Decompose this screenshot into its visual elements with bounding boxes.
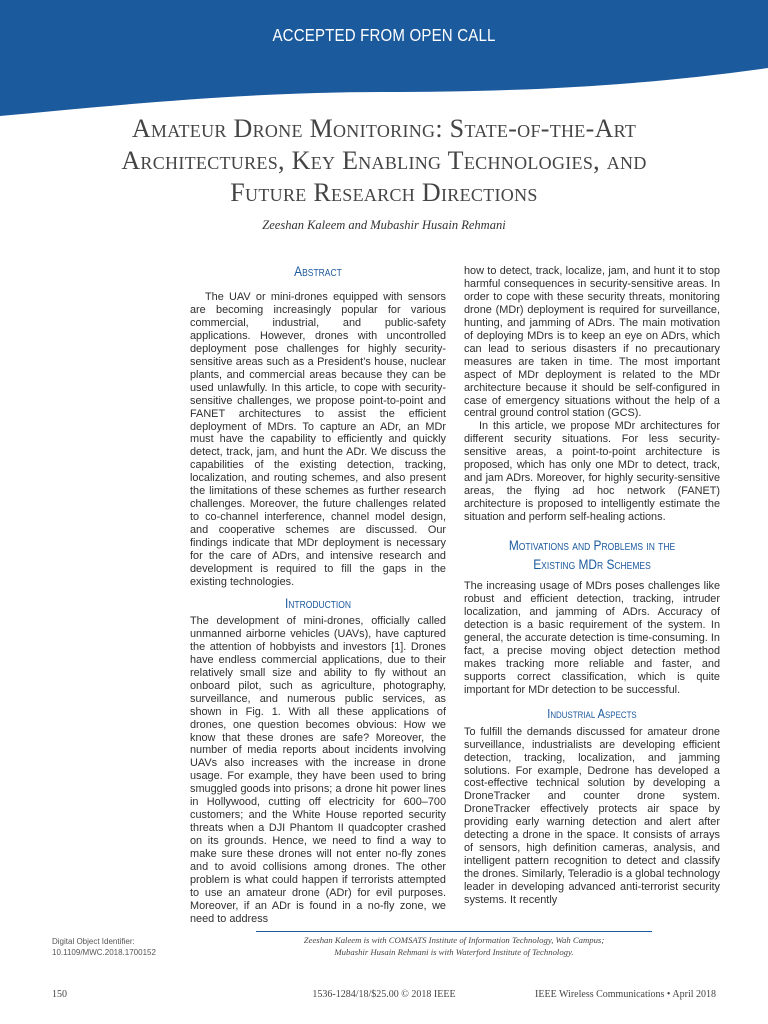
introduction-continued-text: how to detect, track, localize, jam, and hunt it to stop harmful consequences in security-sensitive areas. In order to cope with these security threats, monitoring drone (MDr) deployment is required for surveillance, hunting, and jamming of ADrs. The main motivation of deploying MDrs is to keep an eye on ADrs, which can lead to serious disasters if no precautionary measures are taken in time. The most important aspect of MDr deployment is related to the MDr architecture because it should be self-configured in case of emergency situations without the help of a central ground control station (GCS). bbox=[464, 265, 720, 420]
industrial-aspects-text: To fulfill the demands discussed for amateur drone surveillance, industrialists are developing efficient detection, tracking, localization, and jamming solutions. For example, Dedrone has developed a cost-effective technical solution by developing a DroneTracker and counter drone system. DroneTracker effectively protects air space by providing early warning detection and alert after detecting a drone in the space. It consists of arrays of sensors, high definition cameras, analysis, and intelligent pattern recognition to detect and classify the drones. Similarly, Teleradio is a global technology leader in developing advanced anti-terrorist security systems. It recently bbox=[464, 725, 720, 907]
motivations-heading-line: Existing MDr Schemes bbox=[533, 556, 651, 573]
banner-wave-shape bbox=[0, 0, 768, 120]
title-line: Future Research Directions bbox=[230, 178, 538, 207]
abstract-text: The UAV or mini-drones equipped with sensors are becoming increasingly popular for various commercial, industrial, and public-safety applications. However, drones with uncontrolled deployment pose challenges for highly security-sensitive areas such as a President’s house, nuclear plants, and commercial areas because they can be used unlawfully. In this article, to cope with security-sensitive challenges, we propose point-to-point and FANET architectures to assist the efficient deployment of MDrs. To capture an ADr, an MDr must have the capability to efficiently and quickly detect, track, jam, and hunt the ADr. We discuss the capabilities of the existing detection, tracking, localization, and routing schemes, and also present the limitations of these schemes as further research challenges. Moreover, the future challenges related to co-channel interference, channel model design, and cooperative schemes are discussed. Our findings indicate that MDr deployment is necessary for the care of ADrs, and intensive research and development is required to fill the gaps in the existing technologies. bbox=[190, 291, 446, 588]
motivations-text: The increasing usage of MDrs poses challenges like robust and efficient detection, tracking, intruder localization, and jamming of ADrs. Accuracy of detection is a basic requirement of the system. In general, the accurate detection is time-consuming. In fact, a precise moving object detection method makes tracking more reliable and faster, and supports correct classification, which is quite important for MDr detection to be successful. bbox=[464, 580, 720, 696]
article-title bbox=[40, 113, 728, 209]
affiliations bbox=[256, 935, 652, 958]
header-banner bbox=[0, 0, 768, 120]
industrial-aspects-heading: Industrial Aspects bbox=[547, 706, 637, 721]
issn-copyright: 1536-1284/18/$25.00 © 2018 IEEE bbox=[312, 989, 456, 1000]
right-column bbox=[464, 265, 720, 907]
author-list: Zeeshan Kaleem and Mubashir Husain Rehmani bbox=[262, 218, 506, 232]
affiliation-line: Zeeshan Kaleem is with COMSATS Institute of Information Technology, Wah Campus; bbox=[303, 935, 605, 945]
introduction-heading: Introduction bbox=[284, 594, 352, 611]
doi-value: 10.1109/MWC.2018.1700152 bbox=[52, 948, 156, 957]
title-line: Amateur Drone Monitoring: State-of-the-Art bbox=[131, 114, 637, 143]
motivations-heading-line: Motivations and Problems in the bbox=[508, 537, 676, 554]
banner-label: ACCEPTED FROM OPEN CALL bbox=[272, 25, 496, 45]
left-column bbox=[190, 291, 446, 926]
introduction-text: The development of mini-drones, officially called unmanned airborne vehicles (UAVs), have captured the attention of hobbyists and investors [1]. Drones have endless commercial applications, due to their relatively small size and ability to fly without an onboard pilot, such as agriculture, photography, surveillance, and numerous public services, as shown in Fig. 1. With all these applications of drones, one question becomes obvious: How we know that these drones are safe? Moreover, the number of media reports about incidents involving UAVs also increases with the increase in drone usage. For example, they have been used to bring smuggled goods into prisons; a drone hit power lines in Hollywood, cutting off electricity for 600–700 customers; and the White House reported security threats when a DJI Phantom II quadcopter crashed on its grounds. Hence, we need to find a way to make sure these drones will not enter no-fly zones and to avoid collisions among drones. The other problem is what could happen if terrorists attempted to use an amateur drone (ADr) for evil purposes. Moreover, if an ADr is found in a no-fly zone, we need to address bbox=[190, 614, 446, 925]
introduction-paragraph-2: In this article, we propose MDr architectures for different security situations. For less security-sensitive areas, a point-to-point architecture is proposed, which has only one MDr to detect, track, and jam ADrs. Moreover, for highly security-sensitive areas, the flying ad hoc network (FANET) architecture is proposed to intelligently estimate the situation and perform self-healing actions. bbox=[464, 420, 720, 524]
doi-label: Digital Object Identifier: bbox=[52, 937, 135, 946]
title-line: Architectures, Key Enabling Technologies, and bbox=[121, 146, 647, 175]
page-number: 150 bbox=[52, 989, 67, 1000]
affiliation-divider bbox=[256, 931, 652, 932]
doi-block bbox=[52, 936, 192, 958]
motivations-heading bbox=[483, 536, 701, 574]
affiliation-line: Mubashir Husain Rehmani is with Waterford Institute of Technology. bbox=[334, 946, 574, 957]
abstract-heading: Abstract bbox=[294, 263, 342, 279]
journal-issue: IEEE Wireless Communications • April 2018 bbox=[535, 989, 716, 1000]
